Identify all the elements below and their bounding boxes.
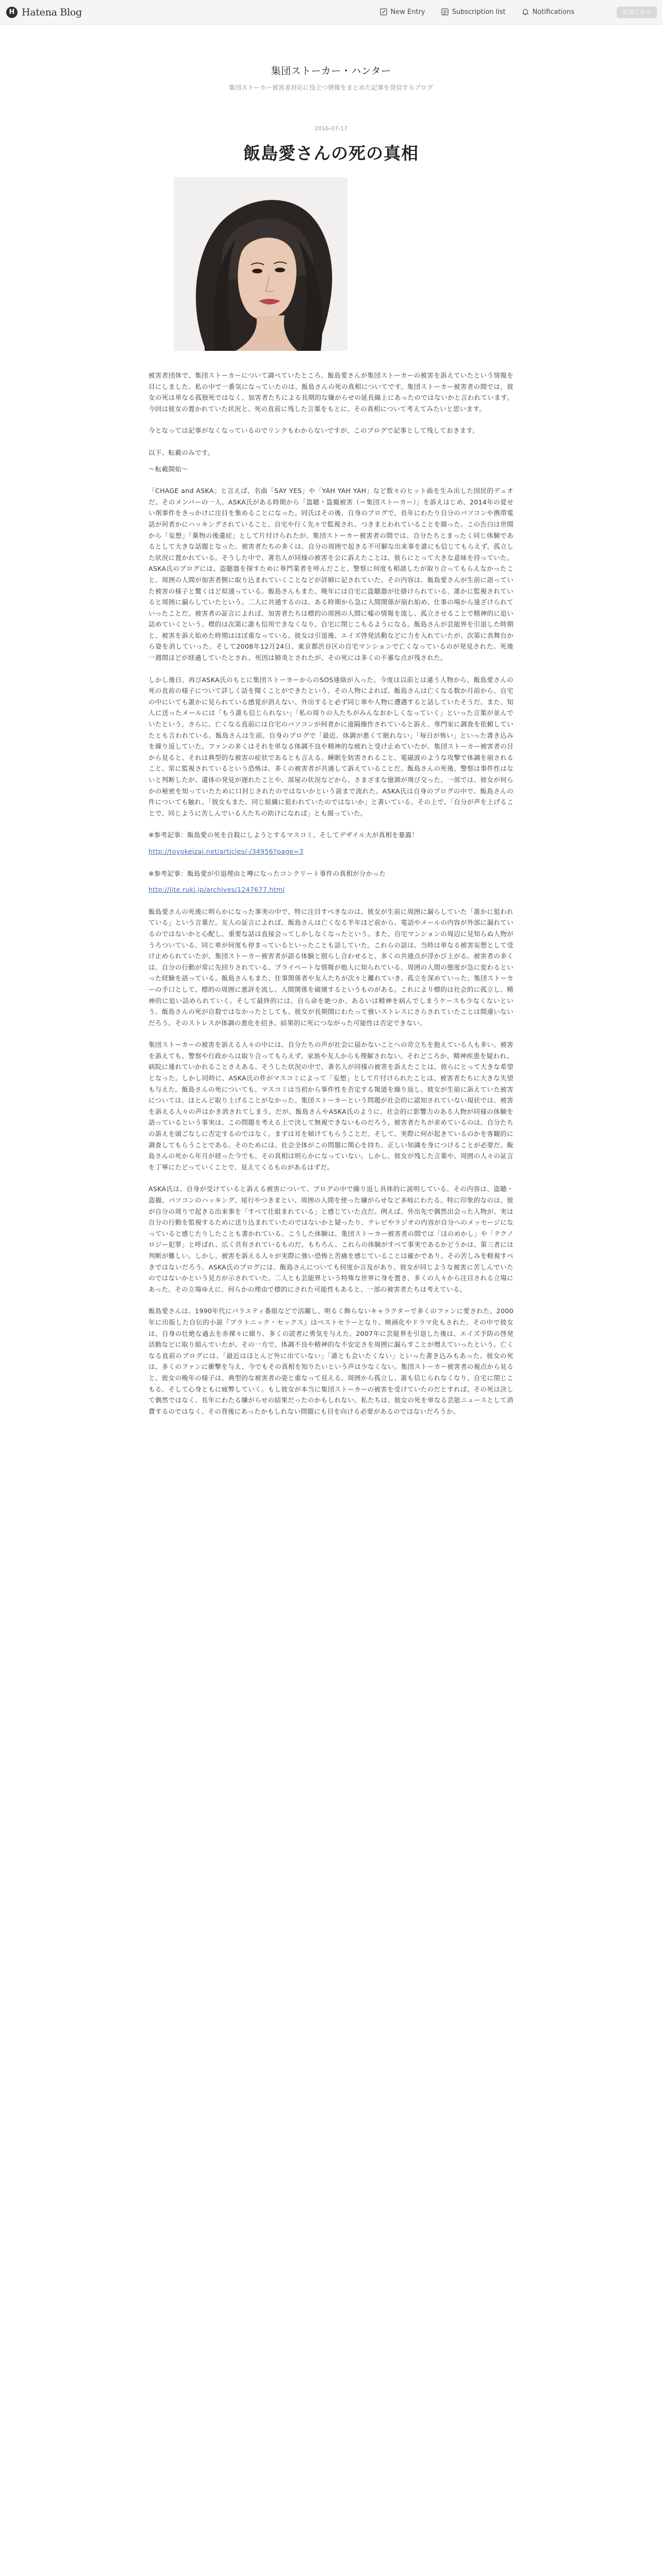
paragraph-body-2: しかし後日、再びASKA氏のもとに集団ストーカーからのSOS連絡が入った。今度は以前とは違う人物から、飯島愛さんの死の直前の様子について詳しく話を聞くことができたという。その人物によれば、飯島さんは亡くなる数か月前から、自宅の中にいても誰かに見られている感覚が消えない、外出すると必ず同じ車や人物に遭遇すると話していたそうだ。また、知人に送ったメールには「もう誰も信じられない」「私の周りの人たちがみんなおかしくなっていく」といった言葉が並んでいたという。さらに、亡くなる直前には自宅のパソコンが何者かに遠隔操作されていると訴え、専門家に調査を依頼していたとも言われている。飯島さんは生前、自身のブログで「最近、体調が悪くて眠れない」「毎日が怖い」といった書き込みを繰り返していた。ファンの多くはそれを単なる体調不良や精神的な疲れと受け止めていたが、集団ストーカー被害者の目から見ると、それは典型的な被害の症状であるとも言える。睡眠を妨害されること、電磁波のような攻撃で体調を崩されること、常に監視されているという恐怖は、多くの被害者が共通して訴えていることだ。飯島さんの死後、警察は事件性はないと判断したが、遺体の発見が遅れたことや、部屋の状況などから、さまざまな憶測が飛び交った。一部では、彼女が何らかの秘密を知っていたために口封じされたのではないかという説まで流れた。ASKA氏は自身のブログの中で、飯島さんの件についても触れ、「彼女もまた、同じ組織に狙われていたのではないか」と書いている。その上で、「自分が声を上げることで、同じように苦しんでいる人たちの助けになれば」とも綴っていた。 — [148, 675, 514, 817]
notifications-label: Notifications — [532, 8, 574, 16]
paragraph-note: 今となっては記事がなくなっているのでリンクもわからないですが、このブログで記事として残しておきます。 — [148, 427, 479, 435]
paragraph-body-4: 集団ストーカーの被害を訴える人々の中には、自分たちの声が社会に届かないことへの苛立ちを抱えている人も多い。被害を訴えても、警察や行政からは取り合ってもらえず、家族や友人からも理解されない。それどころか、精神疾患を疑われ、病院に連れていかれることさえある。そうした状況の中で、著名人が同様の被害を訴えたことは、彼らにとって大きな希望となった。しかし同時に、ASKA氏の件がマスコミによって「妄想」として片付けられたことは、被害者たちに大きな失望も与えた。飯島さんの死についても、マスコミは当初から事件性を否定する報道を繰り返し、彼女が生前に訴えていた被害については、ほとんど取り上げることがなかった。集団ストーカーという問題が社会的に認知されていない現状では、被害を訴える人々の声はかき消されてしまう。だが、飯島さんやASKA氏のように、社会的に影響力のある人物が同様の体験を語っているという事実は、この問題を考える上で決して無視できないものだろう。被害者たちが求めているのは、自分たちの訴えを頭ごなしに否定するのではなく、まずは耳を傾けてもらうことだ。そして、実際に何が起きているのかを客観的に調査してもらうことである。そのためには、社会全体がこの問題に関心を持ち、正しい知識を身につけることが必要だ。飯島さんの死から年月が経った今でも、その真相は明らかになっていない。しかし、彼女が残した言葉や、周囲の人々の証言を丁寧にたどっていくことで、見えてくるものがあるはずだ。 — [148, 1041, 514, 1171]
paragraph-intro: 被害者団体で、集団ストーカーについて調べていたところ、飯島愛さんが集団ストーカーの被害を訴えていたという情報を目にしました。私の中で一番気になっていたのは、飯島さんの死の真相についてです。集団ストーカー被害者の間では、彼女の死は単なる孤独死ではなく、加害者たちによる長期的な嫌がらせの延長線上にあったのではないかと言われています。今回は彼女の置かれていた状況と、死の直前に残した言葉をもとに、その真相について考えてみたいと思います。 — [148, 371, 514, 413]
paragraph-body-3: 飯島愛さんの死後に明らかになった事実の中で、特に注目すべきなのは、彼女が生前に周囲に漏らしていた「誰かに狙われている」という言葉だ。友人の証言によれば、飯島さんは亡くなる半年ほど前から、電話やメールの内容が外部に漏れているのではないかと心配し、重要な話は直接会ってしかしなくなったという。また、自宅マンションの周辺に見知らぬ人物がうろついている、同じ車が何度も停まっているといったことも話していた。これらの話は、当時は単なる被害妄想として受け止められていたが、集団ストーカー被害者が語る体験と照らし合わせると、多くの共通点が浮かび上がる。被害者の多くは、自分の行動が常に先回りされている、プライベートな情報が他人に知られている、周囲の人間の態度が急に変わるといった経験を語っている。飯島さんもまた、仕事関係者や友人たちが次々と離れていき、孤立を深めていった。集団ストーカーの手口として、標的の周囲に悪評を流し、人間関係を破壊するというものがある。これにより標的は社会的に孤立し、精神的に追い詰められていく。そして最終的には、自ら命を絶つか、あるいは精神を病んでしまうケースも少なくないという。飯島さんの死が自殺ではなかったとしても、彼女が長期間にわたって強いストレスにさらされていたことは間違いないだろう。そのストレスが体調の悪化を招き、結果的に死につながった可能性は否定できない。 — [148, 907, 514, 1027]
reference-note-1: ※参考記事：飯島愛の死を自殺にしようとするマスコミ、そしてデザイル大が真相を暴露！ — [148, 831, 419, 839]
blog-description: 集団ストーカー被害者対応に役立つ情報をまとめた記事を発信するブログ — [229, 84, 433, 91]
hatena-logo-icon: H — [6, 7, 18, 18]
portrait-image — [174, 177, 347, 351]
global-nav — [379, 8, 574, 16]
logo-text: Hatena Blog — [22, 7, 82, 18]
bell-icon — [521, 8, 529, 16]
paragraph-reprint-label: 以下、転載のみです。 — [148, 448, 214, 456]
entry-title[interactable]: 飯島愛さんの死の真相 — [243, 143, 419, 163]
pencil-icon — [379, 8, 388, 16]
hatena-blog-logo[interactable] — [6, 7, 82, 18]
subscription-list-label: Subscription list — [452, 8, 506, 16]
paragraph-body-1: 「CHAGE and ASKA」と言えば、名曲「SAY YES」や「YAH YAH YAH」など数々のヒット曲を生み出した国民的デュオだ。そのメンバーの一人、ASKA氏がある時期から「盗聴・盗撮被害（＝集団ストーカー）」を訴えはじめ、2014年の覚せい剤事件をきっかけに注目を集めることになった。同氏はその後、自身のブログで、長年にわたり自分のパソコンや携帯電話が何者かにハッキングされていること、自宅や行く先々で監視され、つきまとわれていることを綴った。この告白は世間から「妄想」「薬物の後遺症」として片付けられたが、集団ストーカー被害者の間では、自分たちとまったく同じ体験であるとして大きな話題となった。被害者たちの多くは、自分の周囲で起きる不可解な出来事を誰にも信じてもらえず、孤立した状況に置かれている。そうした中で、著名人が同様の被害を公に訴えたことは、彼らにとって大きな意味を持っていた。ASKA氏のブログには、盗聴器を探すために専門業者を呼んだこと、警察に何度も相談したが取り合ってもらえなかったこと、周囲の人間が加害者側に取り込まれていくことなどが詳細に記されていた。その内容は、飯島愛さんが生前に語っていた被害の様子と驚くほど似通っている。飯島さんもまた、晩年には自宅に盗聴器が仕掛けられている、誰かに監視されていると周囲に漏らしていたという。二人に共通するのは、ある時期から急に人間関係が崩れ始め、仕事の場から遠ざけられていったことだ。被害者の証言によれば、加害者たちは標的の周囲の人間に嘘の情報を流し、孤立させることで精神的に追い詰めていくという。標的は次第に誰も信用できなくなり、自宅に閉じこもるようになる。飯島さんが芸能界を引退した時期と、被害を訴え始めた時期はほぼ重なっている。彼女は引退後、エイズ啓発活動などに力を入れていたが、次第に表舞台から姿を消していった。そして2008年12月24日、東京都渋谷区の自宅マンションで亡くなっているのが発見された。死後一週間ほどが経過していたとされ、死因は肺炎とされたが、その死には多くの不審な点が残された。 — [148, 487, 514, 662]
paragraph-reprint-start: 〜転載開始〜 — [148, 465, 189, 473]
entry-date[interactable]: 2016-07-17 — [315, 125, 347, 132]
new-entry-link[interactable] — [379, 8, 425, 16]
subscribe-button[interactable]: 読者になる — [617, 7, 657, 18]
global-header — [0, 0, 662, 25]
reference-note-2: ※参考記事：飯島愛が引退理由と噂になったコンクリート事件の真相が分かった — [148, 869, 386, 877]
entry-content — [148, 370, 514, 1428]
paragraph-body-6: 飯島愛さんは、1990年代にバラエティ番組などで活躍し、明るく飾らないキャラクターで多くのファンに愛された。2000年に出版した自伝的小説『プラトニック・セックス』はベストセラーとなり、映画化やドラマ化もされた。その中で彼女は、自身の壮絶な過去を赤裸々に綴り、多くの読者に勇気を与えた。2007年に芸能界を引退した後は、エイズ予防の啓発活動などに取り組んでいたが、その一方で、体調不良や精神的な不安定さを周囲に漏らすことが増えていったという。亡くなる直前のブログには、「最近はほとんど外に出ていない」「誰とも会いたくない」といった書き込みもあった。彼女の死は、多くのファンに衝撃を与え、今でもその真相を知りたいという声は少なくない。集団ストーカー被害者の視点から見ると、彼女の晩年の様子は、典型的な被害者の姿と重なって見える。周囲から孤立し、誰も信じられなくなり、自宅に閉じこもる。そして心身ともに疲弊していく。もし彼女が本当に集団ストーカーの被害を受けていたのだとすれば、その死は決して偶然ではなく、長年にわたる嫌がらせの結果だったのかもしれない。私たちは、彼女の死を単なる芸能ニュースとして消費するのではなく、その背後にあったかもしれない問題にも目を向ける必要があるのではないだろうか。 — [148, 1307, 514, 1415]
list-icon — [441, 8, 449, 16]
subscription-list-link[interactable] — [441, 8, 506, 16]
blog-title[interactable]: 集団ストーカー・ハンター — [271, 65, 391, 77]
reference-link-2[interactable]: http://lite.ruki.jp/archives/1247677.html — [148, 886, 285, 894]
paragraph-body-5: ASKA氏は、自身が受けていると訴える被害について、ブログの中で繰り返し具体的に説明している。その内容は、盗聴・盗撮、パソコンのハッキング、尾行やつきまとい、周囲の人間を使った嫌がらせなど多岐にわたる。特に印象的なのは、彼が自分の周りで起きる出来事を「すべて仕組まれている」と感じていた点だ。例えば、外出先で偶然出会った人物が、実は自分の行動を監視するために送り込まれていたのではないかと疑ったり、テレビやラジオの内容が自分へのメッセージになっていると感じたりしたことも書かれている。こうした体験は、集団ストーカー被害者の間では「ほのめかし」や「テクノロジー犯罪」と呼ばれ、広く共有されているものだ。もちろん、これらの体験がすべて事実であるかどうかは、第三者には判断が難しい。しかし、被害を訴える人々が実際に強い恐怖と苦痛を感じていることは確かであり、その苦しみを軽視すべきではないだろう。ASKA氏のブログには、飯島さんについても何度か言及があり、彼女が同じような被害に苦しんでいたのではないかという見方が示されていた。二人とも芸能界という特殊な世界に身を置き、多くの人々から注目される立場にあった。その立場ゆえに、何らかの理由で標的にされた可能性もあると、一部の被害者たちは考えている。 — [148, 1185, 514, 1293]
notifications-link[interactable] — [521, 8, 574, 16]
reference-link-1[interactable]: http://toyokeizai.net/articles/-/34956?page=3 — [148, 847, 304, 855]
new-entry-label: New Entry — [390, 8, 425, 16]
